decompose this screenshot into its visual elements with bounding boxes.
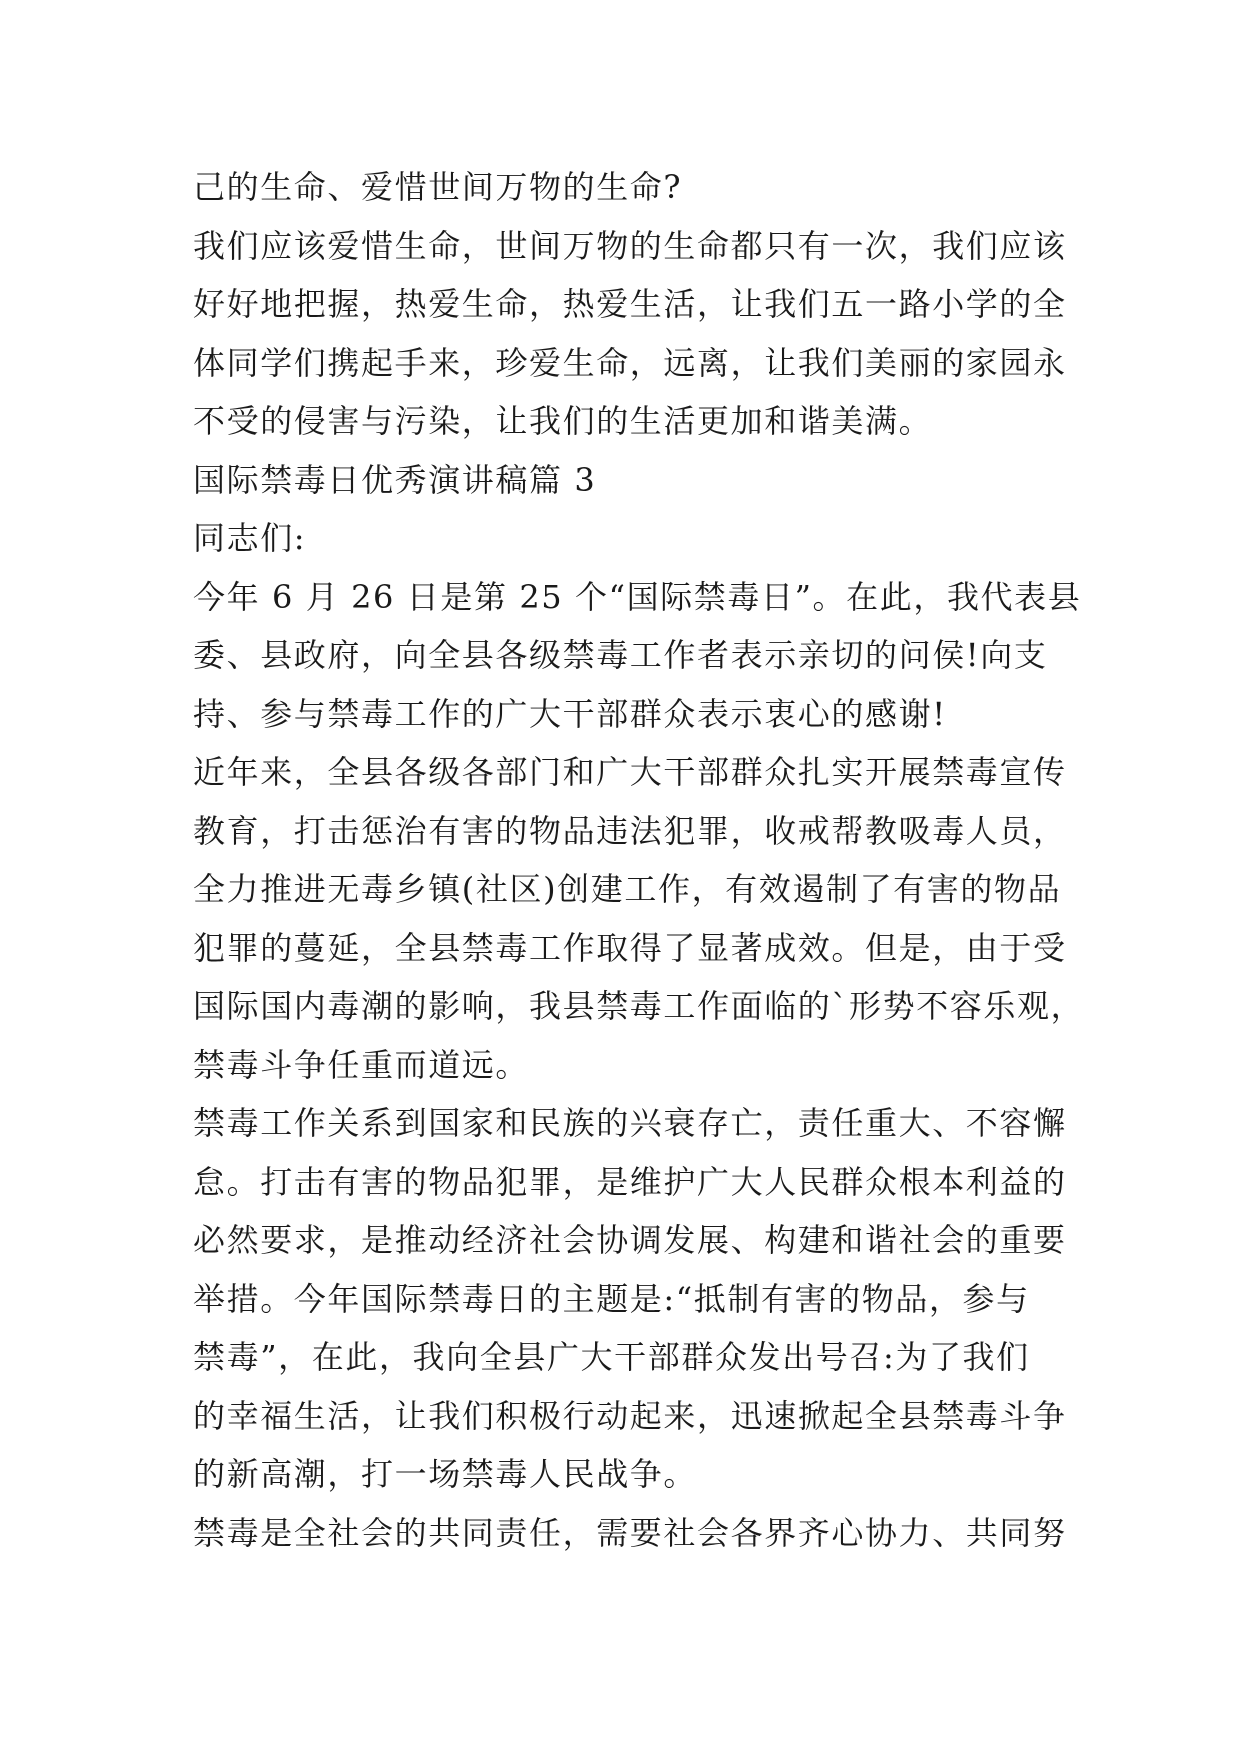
- text-line: 的幸福生活，让我们积极行动起来，迅速掀起全县禁毒斗争: [193, 1396, 1067, 1435]
- text-line: 犯罪的蔓延，全县禁毒工作取得了显著成效。但是，由于受: [193, 928, 1067, 967]
- text-line: 禁毒是全社会的共同责任，需要社会各界齐心协力、共同努: [193, 1513, 1067, 1552]
- text-line: 今年 6 月 26 日是第 25 个“国际禁毒日”。在此，我代表县: [193, 577, 1082, 616]
- text-line: 必然要求，是推动经济社会协调发展、构建和谐社会的重要: [193, 1221, 1067, 1259]
- text-line: 持、参与禁毒工作的广大干部群众表示衷心的感谢!: [193, 694, 947, 733]
- text-line: 己的生命、爱惜世间万物的生命?: [193, 168, 683, 206]
- text-line: 国际国内毒潮的影响，我县禁毒工作面临的`形势不容乐观，: [193, 987, 1085, 1025]
- text-line: 禁毒工作关系到国家和民族的兴衰存亡，责任重大、不容懈: [193, 1104, 1067, 1142]
- text-line: 禁毒斗争任重而道远。: [193, 1045, 530, 1084]
- text-line: 禁毒”，在此，我向全县广大干部群众发出号召:为了我们: [193, 1338, 1030, 1376]
- text-line: 不受的侵害与污染，让我们的生活更加和谐美满。: [193, 402, 933, 440]
- text-line: 好好地把握，热爱生命，热爱生活，让我们五一路小学的全: [193, 285, 1067, 323]
- section-heading: 国际禁毒日优秀演讲稿篇 3: [193, 460, 597, 499]
- text-line: 近年来，全县各级各部门和广大干部群众扎实开展禁毒宣传: [193, 753, 1067, 791]
- document-body: [193, 158, 1085, 1562]
- text-line: 的新高潮，打一场禁毒人民战争。: [193, 1455, 698, 1493]
- text-line: 教育，打击惩治有害的物品违法犯罪，收戒帮教吸毒人员，: [193, 811, 1067, 850]
- text-line: 全力推进无毒乡镇(社区)创建工作，有效遏制了有害的物品: [193, 870, 1062, 908]
- text-line: 举措。今年国际禁毒日的主题是:“抵制有害的物品，参与: [193, 1279, 1030, 1318]
- text-line: 我们应该爱惜生命，世间万物的生命都只有一次，我们应该: [193, 226, 1067, 265]
- text-line: 体同学们携起手来，珍爱生命，远离，让我们美丽的家园永: [193, 343, 1067, 382]
- text-line: 委、县政府，向全县各级禁毒工作者表示亲切的问侯!向支: [193, 636, 1048, 674]
- salutation: 同志们:: [193, 519, 307, 557]
- text-line: 怠。打击有害的物品犯罪，是维护广大人民群众根本利益的: [193, 1162, 1067, 1201]
